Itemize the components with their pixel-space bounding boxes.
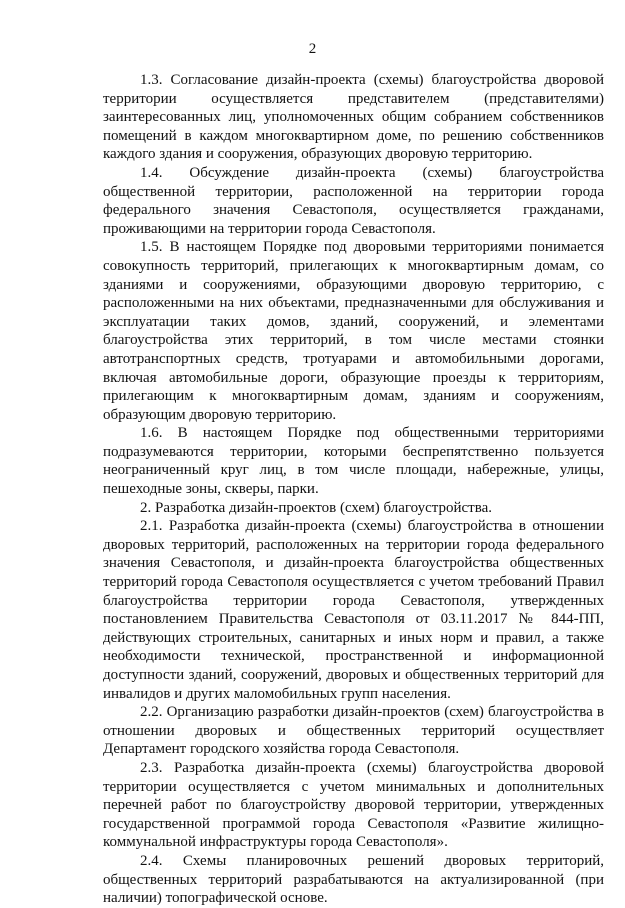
- paragraph-1-5: 1.5. В настоящем Порядке под дворовыми территориями понимается совокупность территорий, прилегающих к многоквартирным домам, со зданиями и сооружениями, образующими дворовую территорию, с расположенными на них объектами, предназначенными для обслуживания и эксплуатации таких домов, зданий, сооружений, и элементами благоустройства этих территорий, в том числе местами стоянки автотранспортных средств, тротуарами и автомобильными дорогами, включая автомобильные дороги, образующие проезды к территориям, прилегающим к многоквартирным домам, зданиям и сооружениям, образующим дворовую территорию.: [103, 239, 604, 423]
- document-body: [103, 71, 604, 908]
- paragraph-1-3: 1.3. Согласование дизайн-проекта (схемы) благоустройства дворовой территории осуществляется представителем (представителями) заинтересованных лиц, уполномоченных общим собранием собственников помещений в каждом многоквартирном доме, по решению собственников каждого здания и сооружения, образующих дворовую территорию.: [103, 72, 604, 163]
- section-heading-2: 2. Разработка дизайн-проектов (схем) благоустройства.: [140, 499, 492, 516]
- paragraph-2-1: 2.1. Разработка дизайн-проекта (схемы) благоустройства в отношении дворовых территорий, расположенных на территории города федерального значения Севастополя, и дизайн-проекта благоустройства общественных территорий города Севастополя осуществляется с учетом требований Правил благоустройства территории города Севастополя, утвержденных постановлением Правительства Севастополя от 03.11.2017 № 844-ПП, действующих строительных, санитарных и иных норм и правил, а также необходимости технической, пространственной и информационной доступности зданий, сооружений, дворовых и общественных территорий для инвалидов и других маломобильных групп населения.: [103, 518, 604, 702]
- page-number: 2: [308, 41, 317, 57]
- paragraph-1-4: 1.4. Обсуждение дизайн-проекта (схемы) благоустройства общественной территории, расположенной на территории города федерального значения Севастополя, осуществляется гражданами, проживающими на территории города Севастополя.: [103, 164, 604, 237]
- paragraph-2-2: 2.2. Организацию разработки дизайн-проектов (схем) благоустройства в отношении дворовых и общественных территорий осуществляет Департамент городского хозяйства города Севастополя.: [103, 704, 604, 758]
- paragraph-2-3: 2.3. Разработка дизайн-проекта (схемы) благоустройства дворовой территории осуществляется с учетом минимальных и дополнительных перечней работ по благоустройству дворовой территории, утвержденных государственной программой города Севастополя «Развитие жилищно-коммунальной инфраструктуры города Севастополя».: [103, 759, 604, 851]
- paragraph-2-4: 2.4. Схемы планировочных решений дворовых территорий, общественных территорий разрабатываются на актуализированной (при наличии) топографической основе.: [103, 852, 604, 907]
- paragraph-1-6: 1.6. В настоящем Порядке под общественными территориями подразумеваются территории, которыми беспрепятственно пользуется неограниченный круг лиц, в том числе площади, набережные, улицы, пешеходные зоны, скверы, парки.: [103, 425, 604, 498]
